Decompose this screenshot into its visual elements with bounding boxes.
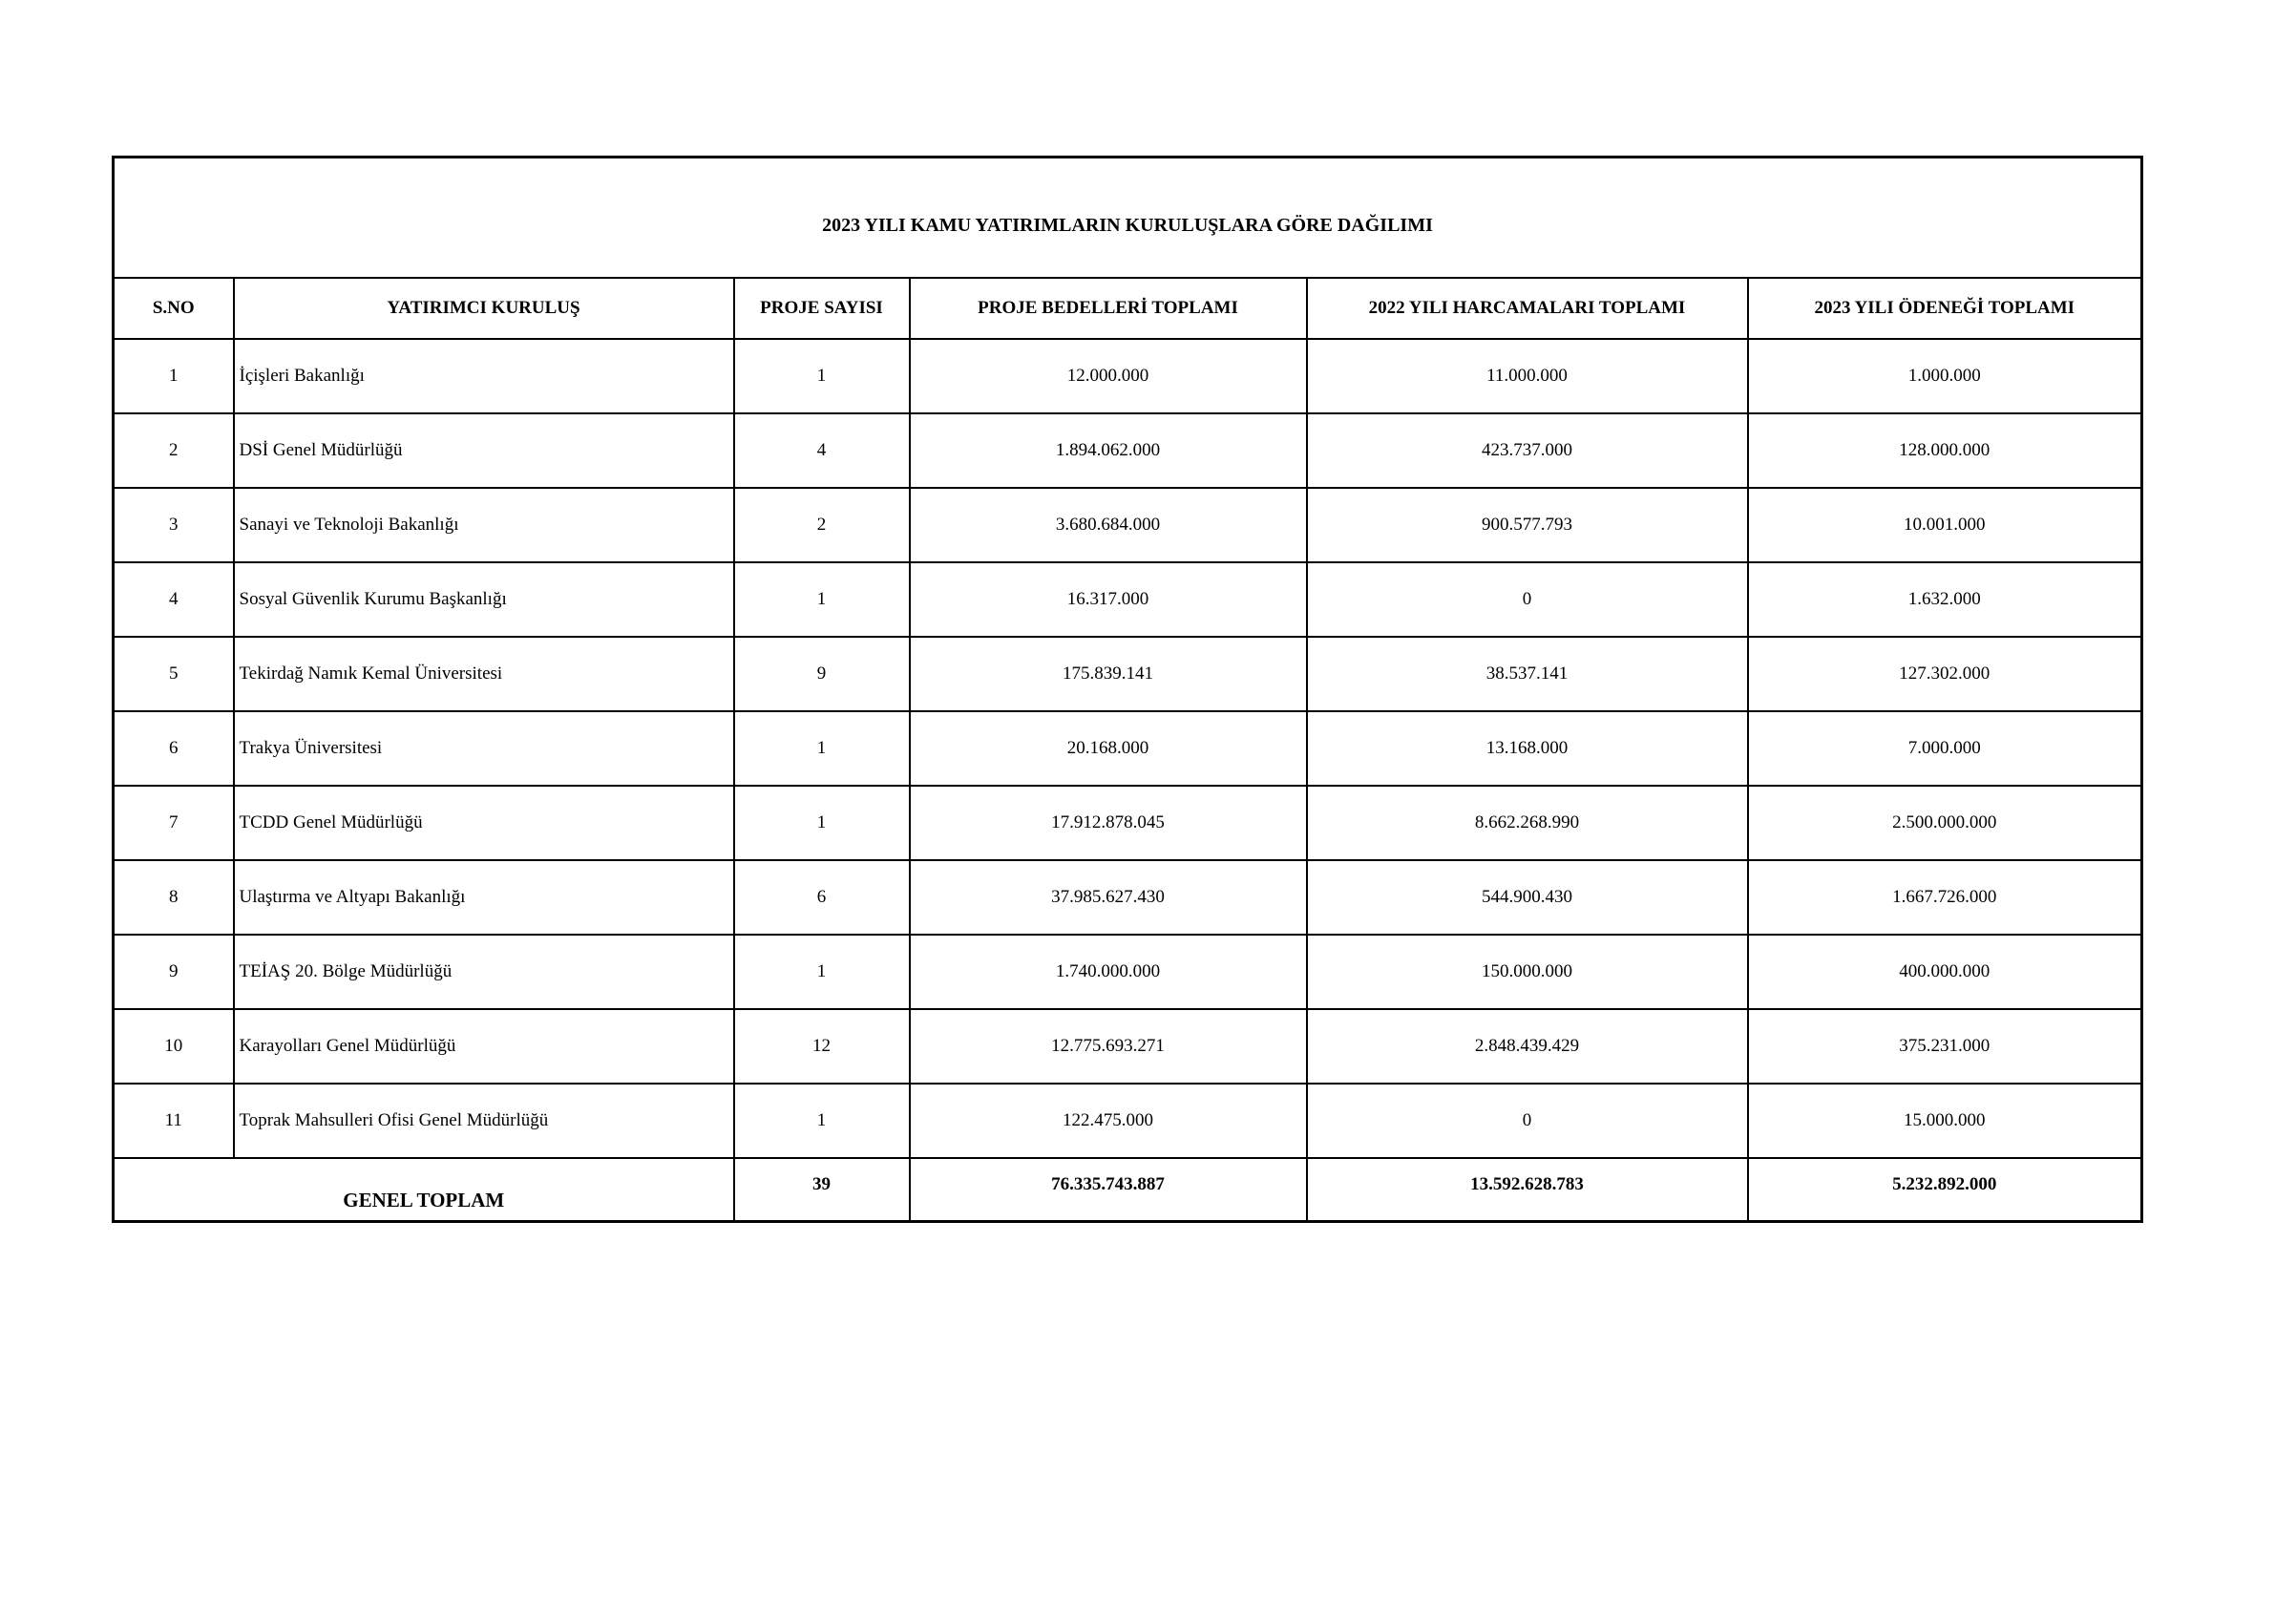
table-total-row	[114, 1158, 2142, 1222]
column-header-kurulus: YATIRIMCI KURULUŞ	[234, 278, 734, 339]
cell-proje-sayisi: 9	[734, 637, 910, 711]
cell-harcama-2022: 0	[1307, 1084, 1748, 1158]
cell-kurulus: Karayolları Genel Müdürlüğü	[234, 1009, 734, 1084]
cell-proje-sayisi: 1	[734, 339, 910, 413]
cell-proje-bedelleri: 16.317.000	[910, 562, 1307, 637]
table-row	[114, 339, 2142, 413]
cell-proje-sayisi: 1	[734, 1084, 910, 1158]
cell-harcama-2022: 150.000.000	[1307, 935, 1748, 1009]
cell-proje-bedelleri: 12.000.000	[910, 339, 1307, 413]
cell-odenek-2023: 15.000.000	[1748, 1084, 2142, 1158]
cell-proje-bedelleri: 12.775.693.271	[910, 1009, 1307, 1084]
cell-proje-sayisi: 1	[734, 786, 910, 860]
cell-sno: 1	[114, 339, 234, 413]
cell-sno: 10	[114, 1009, 234, 1084]
cell-kurulus: Trakya Üniversitesi	[234, 711, 734, 786]
cell-proje-sayisi: 4	[734, 413, 910, 488]
total-label: GENEL TOPLAM	[114, 1158, 734, 1222]
cell-harcama-2022: 900.577.793	[1307, 488, 1748, 562]
cell-odenek-2023: 1.632.000	[1748, 562, 2142, 637]
cell-harcama-2022: 11.000.000	[1307, 339, 1748, 413]
cell-odenek-2023: 1.667.726.000	[1748, 860, 2142, 935]
cell-kurulus: Sanayi ve Teknoloji Bakanlığı	[234, 488, 734, 562]
investments-table	[112, 156, 2143, 1223]
cell-harcama-2022: 544.900.430	[1307, 860, 1748, 935]
cell-kurulus: Toprak Mahsulleri Ofisi Genel Müdürlüğü	[234, 1084, 734, 1158]
cell-odenek-2023: 400.000.000	[1748, 935, 2142, 1009]
table-row	[114, 1009, 2142, 1084]
table-row	[114, 637, 2142, 711]
cell-odenek-2023: 375.231.000	[1748, 1009, 2142, 1084]
cell-harcama-2022: 13.168.000	[1307, 711, 1748, 786]
table-row	[114, 1084, 2142, 1158]
cell-kurulus: DSİ Genel Müdürlüğü	[234, 413, 734, 488]
table-row	[114, 562, 2142, 637]
column-header-sno: S.NO	[114, 278, 234, 339]
cell-sno: 7	[114, 786, 234, 860]
cell-odenek-2023: 2.500.000.000	[1748, 786, 2142, 860]
cell-proje-bedelleri: 1.740.000.000	[910, 935, 1307, 1009]
cell-proje-sayisi: 1	[734, 711, 910, 786]
table-row	[114, 935, 2142, 1009]
table-row	[114, 786, 2142, 860]
cell-sno: 8	[114, 860, 234, 935]
table-title: 2023 YILI KAMU YATIRIMLARIN KURULUŞLARA GÖRE DAĞILIMI	[114, 158, 2142, 279]
column-header-proje-sayisi: PROJE SAYISI	[734, 278, 910, 339]
cell-proje-sayisi: 12	[734, 1009, 910, 1084]
cell-proje-bedelleri: 20.168.000	[910, 711, 1307, 786]
cell-harcama-2022: 38.537.141	[1307, 637, 1748, 711]
cell-odenek-2023: 1.000.000	[1748, 339, 2142, 413]
table-header-row	[114, 278, 2142, 339]
column-header-odenek-2023: 2023 YILI ÖDENEĞİ TOPLAMI	[1748, 278, 2142, 339]
cell-odenek-2023: 127.302.000	[1748, 637, 2142, 711]
cell-harcama-2022: 0	[1307, 562, 1748, 637]
cell-harcama-2022: 8.662.268.990	[1307, 786, 1748, 860]
cell-proje-bedelleri: 1.894.062.000	[910, 413, 1307, 488]
table-title-row	[114, 158, 2142, 279]
table-row	[114, 488, 2142, 562]
cell-proje-sayisi: 1	[734, 562, 910, 637]
cell-odenek-2023: 10.001.000	[1748, 488, 2142, 562]
table-row	[114, 413, 2142, 488]
cell-kurulus: İçişleri Bakanlığı	[234, 339, 734, 413]
cell-sno: 11	[114, 1084, 234, 1158]
total-harcama-2022: 13.592.628.783	[1307, 1158, 1748, 1222]
cell-proje-bedelleri: 37.985.627.430	[910, 860, 1307, 935]
total-proje-sayisi: 39	[734, 1158, 910, 1222]
table-row	[114, 860, 2142, 935]
cell-odenek-2023: 128.000.000	[1748, 413, 2142, 488]
table-row	[114, 711, 2142, 786]
column-header-harcama-2022: 2022 YILI HARCAMALARI TOPLAMI	[1307, 278, 1748, 339]
cell-harcama-2022: 423.737.000	[1307, 413, 1748, 488]
cell-kurulus: Sosyal Güvenlik Kurumu Başkanlığı	[234, 562, 734, 637]
cell-sno: 2	[114, 413, 234, 488]
column-header-proje-bedelleri: PROJE BEDELLERİ TOPLAMI	[910, 278, 1307, 339]
cell-proje-bedelleri: 17.912.878.045	[910, 786, 1307, 860]
cell-proje-sayisi: 2	[734, 488, 910, 562]
cell-proje-sayisi: 1	[734, 935, 910, 1009]
cell-sno: 6	[114, 711, 234, 786]
cell-proje-sayisi: 6	[734, 860, 910, 935]
cell-kurulus: Tekirdağ Namık Kemal Üniversitesi	[234, 637, 734, 711]
cell-sno: 3	[114, 488, 234, 562]
total-proje-bedelleri: 76.335.743.887	[910, 1158, 1307, 1222]
cell-proje-bedelleri: 3.680.684.000	[910, 488, 1307, 562]
cell-kurulus: TEİAŞ 20. Bölge Müdürlüğü	[234, 935, 734, 1009]
cell-proje-bedelleri: 122.475.000	[910, 1084, 1307, 1158]
cell-kurulus: TCDD Genel Müdürlüğü	[234, 786, 734, 860]
cell-kurulus: Ulaştırma ve Altyapı Bakanlığı	[234, 860, 734, 935]
cell-harcama-2022: 2.848.439.429	[1307, 1009, 1748, 1084]
total-odenek-2023: 5.232.892.000	[1748, 1158, 2142, 1222]
cell-sno: 5	[114, 637, 234, 711]
cell-proje-bedelleri: 175.839.141	[910, 637, 1307, 711]
cell-odenek-2023: 7.000.000	[1748, 711, 2142, 786]
cell-sno: 9	[114, 935, 234, 1009]
cell-sno: 4	[114, 562, 234, 637]
